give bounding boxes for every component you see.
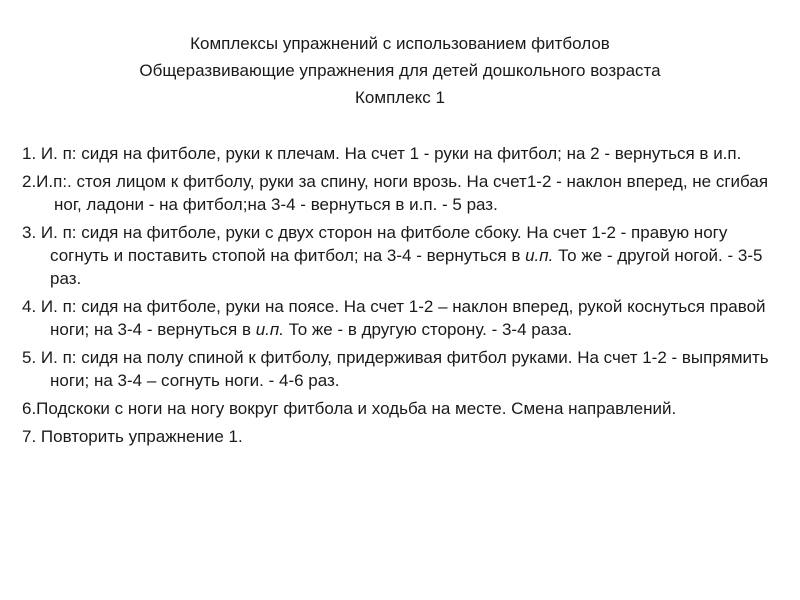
exercise-item (22, 425, 777, 448)
exercise-text: То же - в другую сторону. - 3-4 раза. (283, 320, 572, 339)
exercise-text: 1. И. п: сидя на фитболе, руки к плечам. На счет 1 - руки на фитбол; на 2 - вернуться в и.п. (22, 144, 742, 163)
exercise-item (22, 397, 777, 420)
title-line-2: Общеразвивающие упражнения для детей дошкольного возраста (139, 61, 661, 80)
title-line-3: Комплекс 1 (355, 88, 445, 107)
exercise-text-italic: и.п. (255, 320, 284, 339)
exercise-item (22, 142, 777, 165)
exercise-item (22, 170, 777, 216)
exercise-text-italic: и.п. (525, 246, 554, 265)
exercise-text: 5. И. п: сидя на полу спиной к фитболу, придерживая фитбол руками. На счет 1-2 - выпрямить ноги; на 3-4 – согнуть ноги. - 4-6 раз. (22, 348, 774, 390)
exercise-text: 6.Подскоки с ноги на ногу вокруг фитбола и ходьба на месте. Смена направлений. (22, 399, 677, 418)
exercise-item (22, 295, 777, 341)
slide-title (0, 30, 800, 111)
exercise-list (22, 142, 777, 453)
exercise-text: 3. И. п: сидя на фитболе, руки с двух сторон на фитболе сбоку. На счет 1-2 - правую ногу согнуть и поставить стопой на фитбол; на 3-4 - вернуться в (22, 223, 733, 265)
exercise-text: То же - другой ногой. - 3-5 раз. (50, 246, 768, 288)
exercise-text: 4. И. п: сидя на фитболе, руки на поясе. На счет 1-2 – наклон вперед, рукой коснуться правой ноги; на 3-4 - вернуться в (22, 297, 771, 339)
exercise-text: 7. Повторить упражнение 1. (22, 427, 243, 446)
exercise-text: 2.И.п:. стоя лицом к фитболу, руки за спину, ноги врозь. На счет1-2 - наклон вперед, не сгибая ног, ладони - на фитбол;на 3-4 - вернуться в и.п. - 5 раз. (22, 172, 773, 214)
exercise-item (22, 346, 777, 392)
title-line-1: Комплексы упражнений с использованием фитболов (190, 34, 610, 53)
exercise-item (22, 221, 777, 290)
